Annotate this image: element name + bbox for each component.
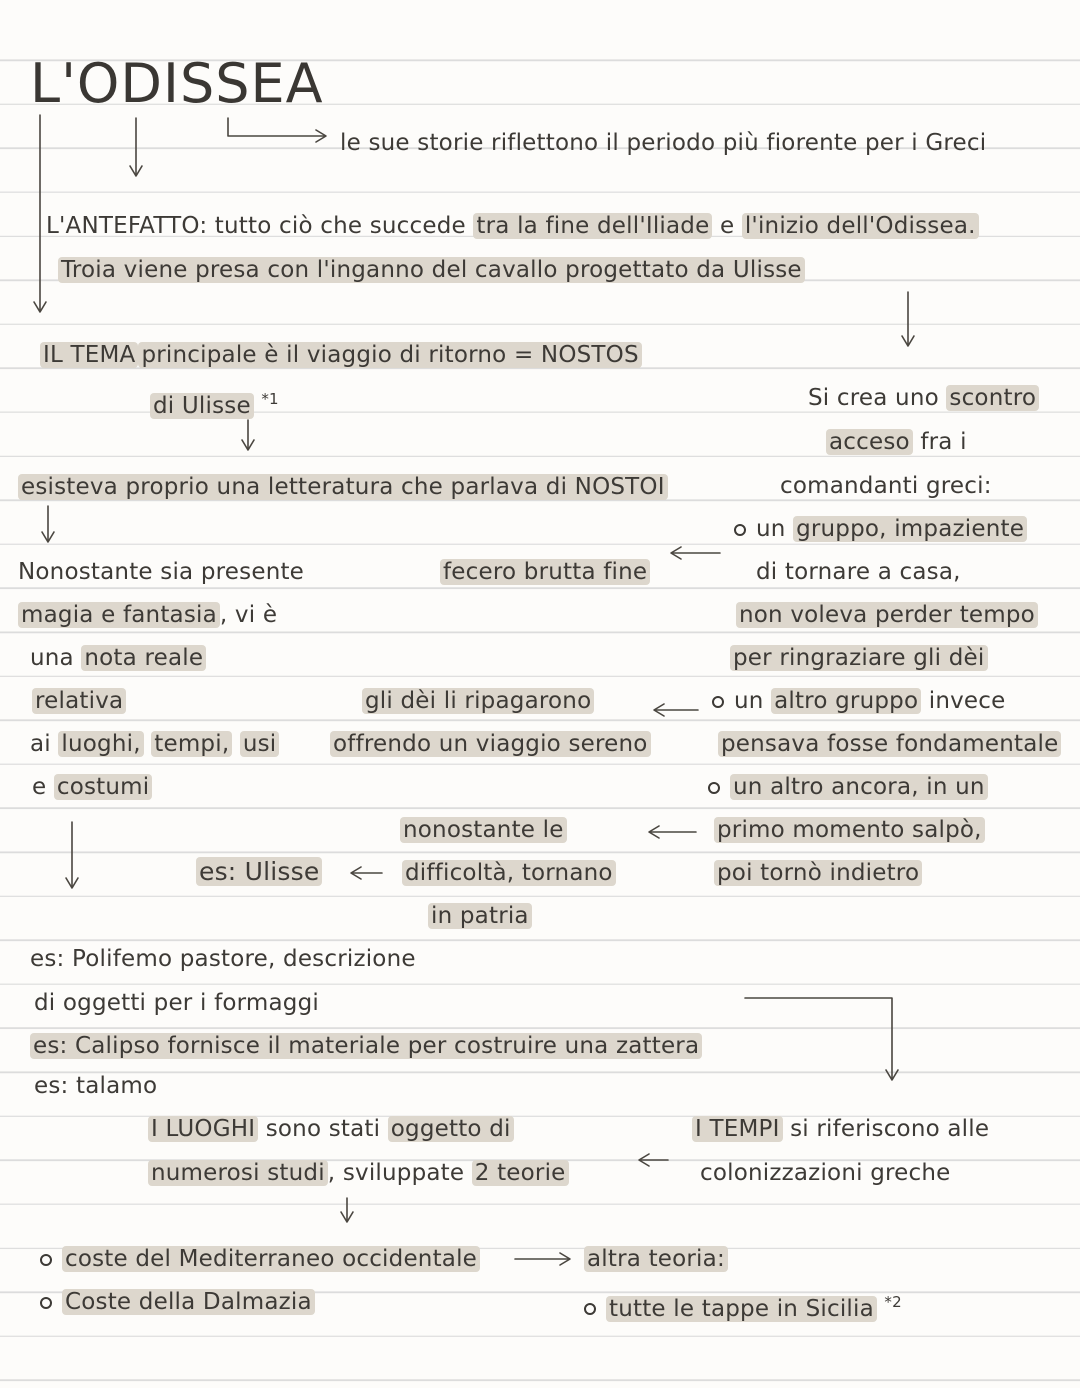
esito-patria: in patria (428, 901, 532, 931)
antefatto-label: L'ANTEFATTO: (46, 213, 208, 239)
tempi-line-2: colonizzazioni greche (700, 1160, 951, 1186)
realta-line-3: una nota reale (30, 643, 206, 673)
scontro-line-2: acceso fra i (826, 427, 967, 457)
antefatto-troia: Troia viene presa con l'inganno del cavallo progettato da Ulisse (58, 257, 805, 283)
realta-line-5: ai luoghi, tempi, usi (30, 729, 279, 759)
tema-label: IL TEMA (40, 342, 138, 368)
antefatto-line-1 (46, 211, 979, 241)
intro-text: le sue storie riflettono il periodo più fiorente per i Greci (340, 130, 987, 156)
gruppo-3-line-3: poi tornò indietro (714, 858, 922, 888)
gruppo-1-line-3: non voleva perder tempo (736, 600, 1038, 630)
esito-nonostante: nonostante le (400, 815, 567, 845)
tema-ulisse: di Ulisse (150, 393, 254, 419)
tema-line-2 (150, 384, 279, 421)
scontro-line-3: comandanti greci: (780, 473, 992, 499)
gruppo-3-line-2: primo momento salpò, (714, 815, 985, 845)
bullet (40, 1297, 52, 1309)
antefatto-and: e (719, 213, 735, 239)
bullet (712, 696, 724, 708)
tema-text: principale è il viaggio di ritorno = NOSTOS (138, 342, 641, 368)
antefatto-highlight-2: l'inizio dell'Odissea. (742, 213, 979, 239)
tempi-line-1: I TEMPI si riferiscono alle (692, 1114, 989, 1144)
luoghi-line-1: I LUOGHI sono stati oggetto di (148, 1114, 514, 1144)
antefatto-highlight-1: tra la fine dell'Iliade (473, 213, 712, 239)
bullet (40, 1254, 52, 1266)
gruppo-2-line-1: un altro gruppo invece (712, 686, 1005, 716)
bullet (708, 782, 720, 794)
esito-viaggio-sereno: offrendo un viaggio sereno (330, 729, 651, 759)
esito-ripagarono: gli dèi li ripagarono (362, 686, 594, 716)
letteratura-nostoi: esisteva proprio una letteratura che parlava di NOSTOI (18, 472, 668, 502)
esito-brutta-fine: fecero brutta fine (440, 557, 650, 587)
teoria-dalmazia: Coste della Dalmazia (40, 1287, 315, 1317)
realta-line-1: Nonostante sia presente (18, 559, 305, 585)
page-title: L'ODISSEA (30, 52, 324, 115)
scontro-line-1: Si crea uno scontro (808, 383, 1039, 413)
esempio-polifemo: es: Polifemo pastore, descrizione (30, 946, 416, 972)
gruppo-3-line-1: un altro ancora, in un (708, 772, 988, 802)
esempio-ulisse: es: Ulisse (196, 857, 322, 887)
note-marker-2: *2 (884, 1293, 902, 1311)
teoria-sicilia: tutte le tappe in Sicilia $^{*2}$ (584, 1287, 902, 1324)
gruppo-1-line-2: di tornare a casa, (756, 559, 961, 585)
gruppo-1-line-4: per ringraziare gli dèi (730, 643, 988, 673)
esempio-calipso: es: Calipso fornisce il materiale per costruire una zattera (30, 1031, 702, 1061)
bullet (734, 524, 746, 536)
luoghi-line-2: numerosi studi , sviluppate 2 teorie (148, 1158, 569, 1188)
teoria-mediterraneo: coste del Mediterraneo occidentale (40, 1244, 480, 1274)
esempio-formaggi: di oggetti per i formaggi (34, 990, 319, 1016)
gruppo-1-line-1: un gruppo, impaziente (734, 514, 1027, 544)
antefatto-text: tutto ciò che succede (214, 213, 466, 239)
tema-line-1 (40, 340, 642, 370)
gruppo-2-line-2: pensava fosse fondamentale (718, 729, 1061, 759)
esempio-talamo: es: talamo (34, 1073, 158, 1099)
bullet (584, 1303, 596, 1315)
realta-line-4: relativa (32, 686, 126, 716)
realta-line-2: magia e fantasia , vi è (18, 600, 277, 630)
realta-line-6: e costumi (32, 772, 152, 802)
esito-difficolta: difficoltà, tornano (402, 858, 616, 888)
altra-teoria-label: altra teoria: (584, 1244, 728, 1274)
note-marker-1: *1 (261, 390, 279, 408)
antefatto-line-2 (58, 255, 805, 285)
